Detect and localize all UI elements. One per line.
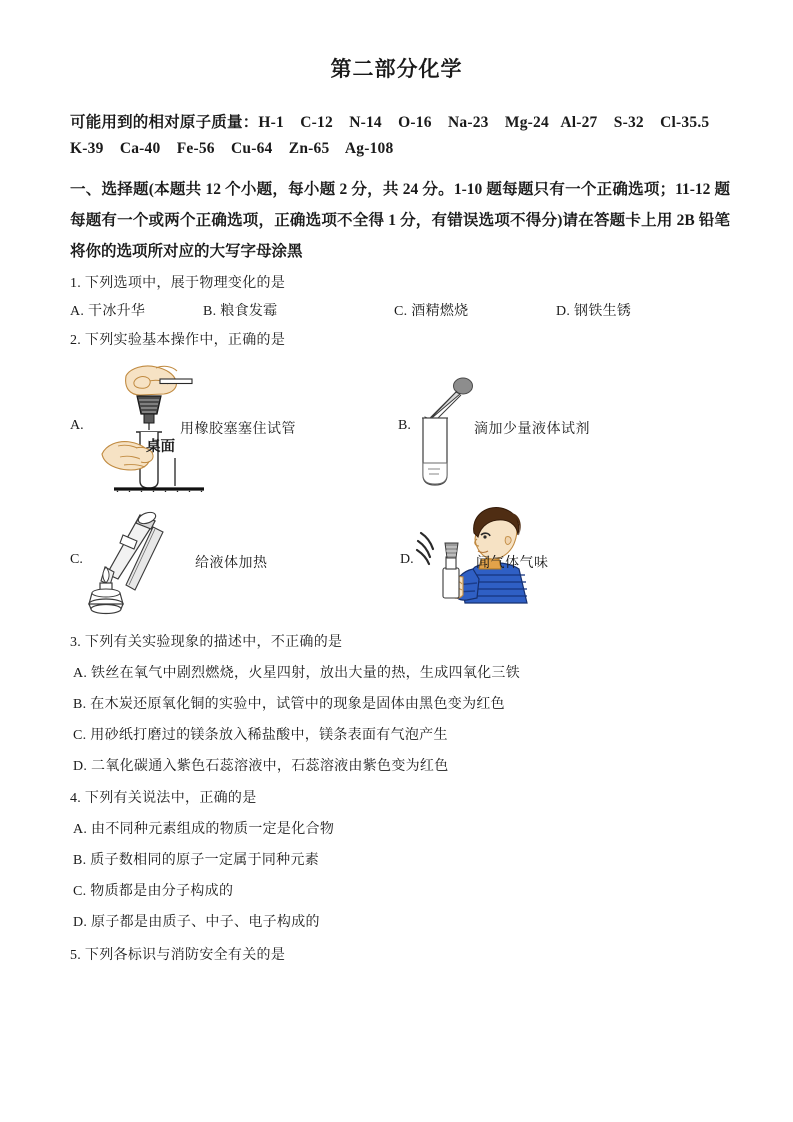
- question-1-option-d[interactable]: [556, 300, 631, 320]
- desk-surface-label: 桌面: [146, 439, 175, 455]
- option-letter: B.: [73, 697, 87, 712]
- option-text: 用砂纸打磨过的镁条放入稀盐酸中，镁条表面有气泡产生: [90, 728, 448, 743]
- question-1-stem: [70, 272, 285, 292]
- question-4-text: 下列有关说法中，正确的是: [84, 791, 257, 806]
- option-text: 粮食发霉: [220, 304, 278, 319]
- question-3-stem: [70, 631, 342, 651]
- option-letter: D.: [73, 915, 88, 930]
- option-letter: A.: [73, 666, 88, 681]
- option-letter: D.: [73, 759, 88, 774]
- option-text: 质子数相同的原子一定属于同种元素: [90, 853, 320, 868]
- heating-test-tube-icon: [85, 505, 210, 620]
- question-3-number: 3.: [70, 635, 82, 650]
- option-letter: D.: [556, 304, 571, 319]
- question-3-option-a[interactable]: [73, 662, 520, 682]
- question-2-option-c-letter[interactable]: C.: [70, 552, 83, 567]
- question-5-number: 5.: [70, 948, 82, 963]
- question-4-option-d[interactable]: [73, 911, 320, 931]
- option-letter: C.: [394, 304, 408, 319]
- option-letter: B.: [73, 853, 87, 868]
- question-4-option-b[interactable]: [73, 849, 319, 869]
- option-text: 铁丝在氧气中剧烈燃烧，火星四射，放出大量的热，生成四氧化三铁: [91, 666, 521, 681]
- option-text: 二氧化碳通入紫色石蕊溶液中，石蕊溶液由紫色变为红色: [91, 759, 449, 774]
- option-letter: A.: [70, 304, 85, 319]
- question-2-option-b-letter[interactable]: B.: [398, 418, 411, 433]
- question-2-option-d-caption: 闻气体气味: [476, 556, 549, 571]
- atomic-mass-line-1: 可能用到的相对原子质量：H-1 C-12 N-14 O-16 Na-23 Mg-24 Al-27 S-32 Cl-35.5: [70, 114, 710, 131]
- question-3-text: 下列有关实验现象的描述中，不正确的是: [84, 635, 343, 650]
- option-text: 由不同种元素组成的物质一定是化合物: [91, 822, 335, 837]
- question-2-stem: [70, 329, 285, 349]
- option-text: 干冰升华: [88, 304, 146, 319]
- question-2-text: 下列实验基本操作中，正确的是: [84, 333, 286, 348]
- question-2-option-b-caption: 滴加少量液体试剂: [474, 422, 590, 437]
- option-text: 酒精燃烧: [411, 304, 469, 319]
- question-5-stem: [70, 944, 285, 964]
- question-4-option-a[interactable]: [73, 818, 334, 838]
- question-2-option-c-caption: 给液体加热: [195, 556, 268, 571]
- question-3-option-b[interactable]: [73, 693, 505, 713]
- option-text: 原子都是由质子、中子、电子构成的: [91, 915, 320, 930]
- section-instruction: 一、选择题(本题共 12 个小题，每小题 2 分，共 24 分。1-10 题每题只有一个正确选项；11-12 题每题有一个或两个正确选项，正确选项不全得 1 分，有错误选项不得分)请在答题卡上用 2B 铅笔将你的选项所对应的大写字母涂黑: [70, 181, 730, 260]
- question-3-option-d[interactable]: [73, 755, 449, 775]
- question-4-number: 4.: [70, 791, 82, 806]
- question-2-option-d-letter[interactable]: D.: [400, 552, 414, 567]
- question-2-option-a-caption: 用橡胶塞塞住试管: [180, 422, 296, 437]
- atomic-mass-line-2: K-39 Ca-40 Fe-56 Cu-64 Zn-65 Ag-108: [70, 140, 394, 157]
- option-letter: C.: [73, 728, 87, 743]
- question-1-option-c[interactable]: [394, 300, 468, 320]
- option-letter: A.: [73, 822, 88, 837]
- question-3-option-c[interactable]: [73, 724, 448, 744]
- question-1-text: 下列选项中，展于物理变化的是: [84, 276, 286, 291]
- option-text: 钢铁生锈: [574, 304, 632, 319]
- option-text: 物质都是由分子构成的: [90, 884, 234, 899]
- question-1-number: 1.: [70, 276, 82, 291]
- question-2-number: 2.: [70, 333, 82, 348]
- option-letter: B.: [203, 304, 217, 319]
- question-2-option-a-letter[interactable]: A.: [70, 418, 84, 433]
- question-1-option-a[interactable]: [70, 300, 145, 320]
- question-1-option-b[interactable]: [203, 300, 277, 320]
- option-text: 在木炭还原氧化铜的实验中，试管中的现象是固体由黑色变为红色: [90, 697, 505, 712]
- question-4-option-c[interactable]: [73, 880, 233, 900]
- option-letter: C.: [73, 884, 87, 899]
- page-title: 第二部分化学: [330, 57, 463, 81]
- question-4-stem: [70, 787, 257, 807]
- question-5-text: 下列各标识与消防安全有关的是: [84, 948, 286, 963]
